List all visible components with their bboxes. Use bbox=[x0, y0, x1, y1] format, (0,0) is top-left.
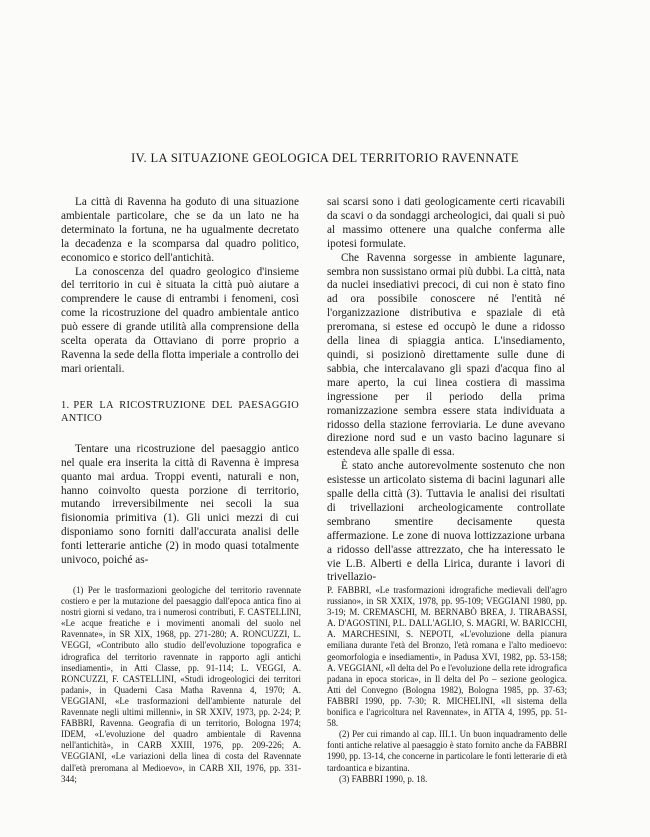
paragraph: La conoscenza del quadro geologico d'insieme del territorio in cui è situata la città può aiutare a comprendere le cause di entrambi i fenomeni, così come la ricostruzione del quadro ambientale antico può essere di grande utilità alla comprensione della scelta operata da Ottaviano di porre proprio a Ravenna la sede della flotta imperiale a controllo dei mari orientali. bbox=[61, 265, 299, 375]
left-text-column bbox=[61, 196, 299, 568]
paragraph: La città di Ravenna ha goduto di una situazione ambientale particolare, che se da un lato ne ha determinato la fortuna, ne ha ugualmente decretato la decadenza e la scomparsa dal quadro politico, economico e storico dell'antichità. bbox=[61, 196, 299, 264]
paragraph: Tentare una ricostruzione del paesaggio antico nel quale era inserita la città di Ravenna è impresa quanto mai ardua. Troppi eventi, naturali e non, hanno coinvolto questa porzione di territorio, mutando irreversibilmente nei secoli la sua fisionomia primitiva (1). Gli unici mezzi di cui disponiamo sono forniti dall'accurata analisi delle fonti letterarie antiche (2) in modo quasi totalmente univoco, poiché as- bbox=[61, 442, 299, 567]
paragraph: sai scarsi sono i dati geologicamente certi ricavabili da scavi o da sondaggi archeologici, dai quali si può al massimo ottenere una qualche conferma alle ipotesi formulate. bbox=[327, 196, 565, 250]
chapter-title: IV. LA SITUAZIONE GEOLOGICA DEL TERRITORIO RAVENNATE bbox=[131, 151, 519, 165]
section-heading bbox=[61, 399, 299, 425]
footnote-3: (3) FABBRI 1990, p. 18. bbox=[339, 773, 428, 784]
right-text-column bbox=[327, 196, 565, 585]
footnotes-left bbox=[61, 585, 301, 785]
section-number: 1. bbox=[61, 399, 70, 411]
paragraph: Che Ravenna sorgesse in ambiente lagunare, sembra non sussistano ormai più dubbi. La città, nata da nuclei insediativi precoci, di cui non è stato fino ad ora possibile conoscere né l'entità né l'organizzazione distributiva e spaziale di età preromana, si estese ed occupò le dune a ridosso della linea di spiaggia antica. L'insediamento, quindi, si posizionò direttamente sulle dune di sabbia, che intercalavano gli spazi d'acqua fino al mare aperto, la cui linea costiera di massima ingressione per il periodo della prima romanizzazione sembra essere stata individuata a ridosso della stazione ferroviaria. Le dune avevano direzione nord sud e un vasto bacino lagunare si estendeva alle spalle di essa. bbox=[327, 251, 565, 459]
footnote-2: (2) Per cui rimando al cap. III.1. Un buon inquadramento delle fonti antiche relative al paesaggio è stato fornito anche da FABBRI 1990, pp. 13-14, che concerne in particolare le fonti letterarie di età tardoantica e bizantina. bbox=[327, 729, 567, 773]
footnotes-right bbox=[327, 585, 567, 785]
footnote-1: (1) Per le trasformazioni geologiche del territorio ravennate costiero e per la mutazione del paesaggio dall'epoca antica fino ai nostri giorni si vedano, tra i numerosi contributi, F. CASTELLINI, «Le acque freatiche e i movimenti anomali del suolo nel Ravennate», in SR XIX, 1968, pp. 271-280; A. RONCUZZI, L. VEGGI, «Contributo allo studio dell'evoluzione topografica e idrografica del territorio ravennate in rapporto agli antichi insediamenti», in Atti Classe, pp. 91-114; L. VEGGI, A. RONCUZZI, F. CASTELLINI, «Studi idrogeologici dei territori padani», in Quaderni Casa Matha Ravenna 4, 1970; A. VEGGIANI, «Le trasformazioni dell'ambiente naturale del Ravennate negli ultimi millenni», in SR XXIV, 1973, pp. 2-24; P. FABBRI, Ravenna. Geografia di un territorio, Bologna 1974; IDEM, «L'evoluzione del quadro ambientale di Ravenna nell'antichità», in CARB XXIII, 1976, pp. 209-226; A. VEGGIANI, «Le variazioni della linea di costa del Ravennate dall'età preromana al Medioevo», in CARB XII, 1976, pp. 331-344; bbox=[61, 585, 301, 784]
section-heading-text: PER LA RICOSTRUZIONE DEL PAESAGGIO ANTICO bbox=[61, 399, 299, 424]
footnote-1-continuation: P. FABBRI, «Le trasformazioni idrografiche medievali dell'agro russiano», in SR XXIX, 1978, pp. 95-109; VEGGIANI 1980, pp. 3-19; M. CREMASCHI, M. BERNABÒ BREA, J. TIRABASSI, A. D'AGOSTINI, P.L. DALL'AGLIO, S. MAGRI, W. BARICCHI, A. MARCHESINI, S. NEPOTI, «L'evoluzione della pianura emiliana durante l'età del Bronzo, l'età romana e l'alto medioevo: geomorfologia e insediamenti», in Padusa XVI, 1982, pp. 53-158; A. VEGGIANI, «Il delta del Po e l'evoluzione della rete idrografica padana in epoca storica», in Il delta del Po – sezione geologica. Atti del Convegno (Bologna 1982), Bologna 1985, pp. 37-63; FABBRI 1990, pp. 7-30; R. MICHELINI, «Il sistema della bonifica e l'agricoltura nel Ravennate», in ATTA 4, 1995, pp. 51-58. bbox=[327, 585, 567, 729]
paragraph: È stato anche autorevolmente sostenuto che non esistesse un articolato sistema di bacini lagunari alle spalle della città (3). Tuttavia le analisi dei risultati di trivellazioni archeologicamente controllate sembrano smentire decisamente questa affermazione. Le zone di nuova lottizzazione urbana a ridosso dell'asse attrezzato, che ha interessato le vie L.B. Alberti e della Lirica, durante i lavori di trivellazio- bbox=[327, 460, 565, 584]
